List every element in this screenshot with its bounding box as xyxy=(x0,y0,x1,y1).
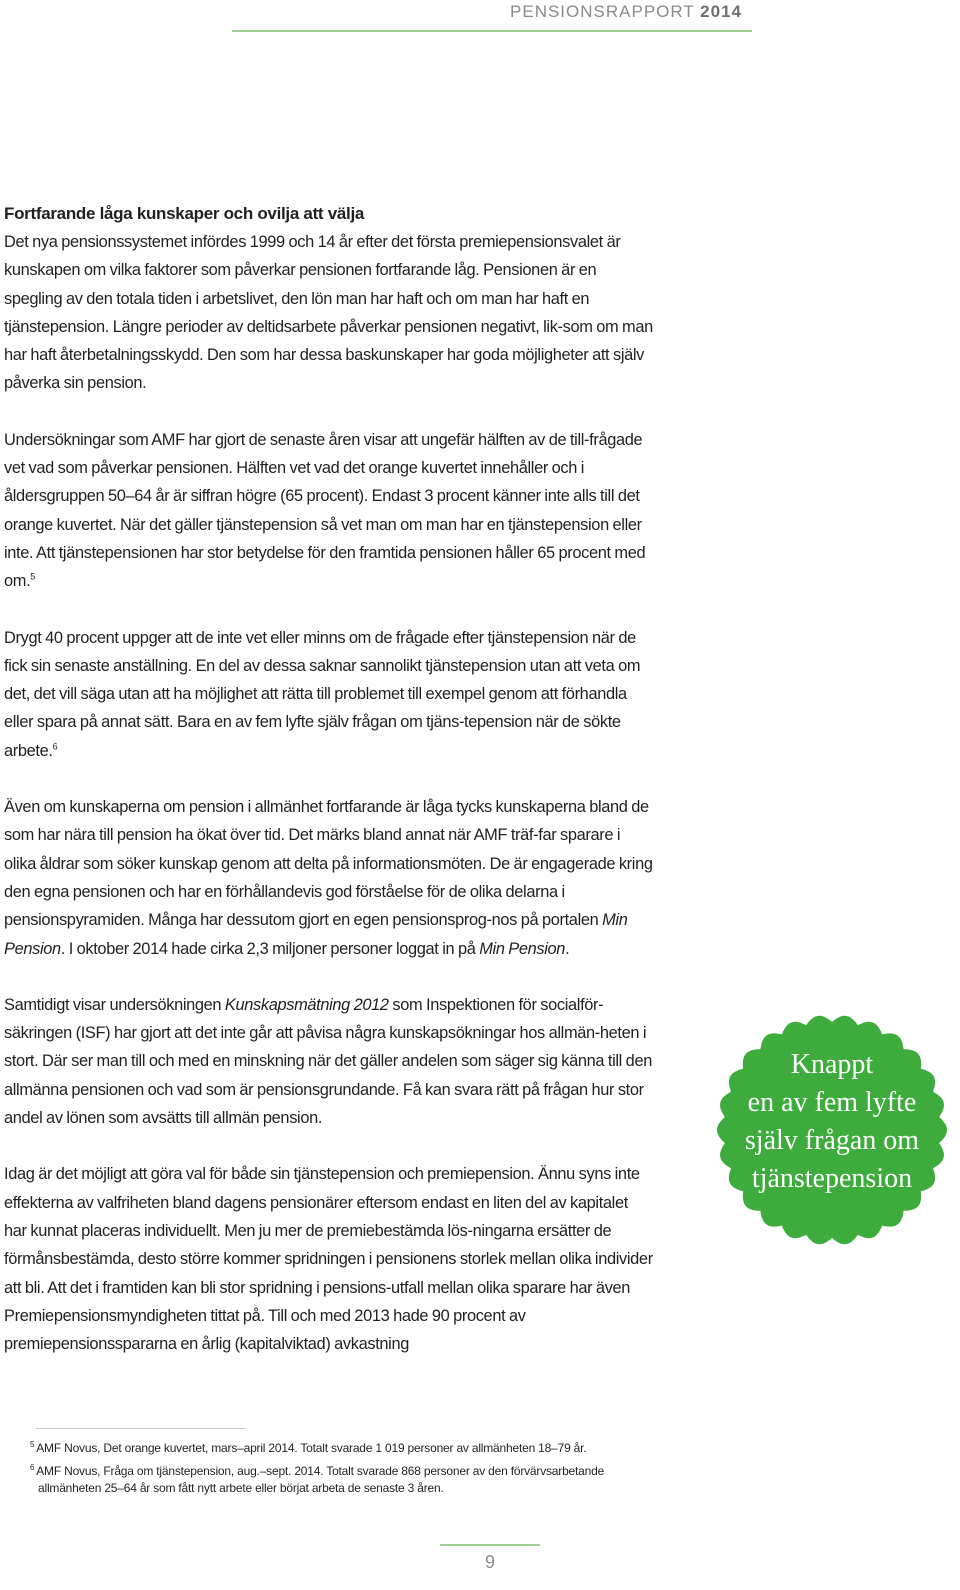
footnote-5-text: AMF Novus, Det orange kuvertet, mars–april 2014. Totalt svarade 1 019 personer av allmänheten 18–79 år. xyxy=(36,1441,587,1455)
paragraph-1: Det nya pensionssystemet infördes 1999 och 14 år efter det första premiepensionsvalet är kunskapen om vilka faktorer som påverkar pensionen fortfarande låg. Pensionen är en spegling av den totala tiden i arbetslivet, den lön man har haft och om man har haft en tjänstepension. Längre perioder av deltidsarbete påverkar pensionen negativt, lik-som om man har haft återbetalningsskydd. Den som har dessa baskunskaper har goda möjligheter att själv påverka sin pension. xyxy=(4,233,653,393)
footnote-6 xyxy=(30,1459,700,1497)
callout-line-1: Knappt xyxy=(790,1049,874,1080)
paragraph-5-text-b: som Inspektionen för socialför-säkringen (ISF) har gjort att det inte går att påvisa några kunskapsökningar hos allmän-heten i stort. Där ser man till och med en minskning när det gäller andelen som säger sig känna till den allmänna pensionen och vad som är pensionsgrundande. Få kan svara rätt på frågan hur stor andel av lönen som avsätts till allmän pension. xyxy=(4,995,652,1128)
paragraph-2-text: Undersökningar som AMF har gjort de senaste åren visar att ungefär hälften av de till-frågade vet vad som påverkar pensionen. Hälften vet vad det orange kuvertet innehåller och i åldersgruppen 50–64 år är siffran högre (65 procent). Endast 3 procent känner inte alls till det orange kuvertet. När det gäller tjänstepension så vet man om man har en tjänstepension eller inte. Att tjänstepensionen har stor betydelse för den framtida pensionen håller 65 procent med om. xyxy=(4,430,646,591)
paragraph-3-text: Drygt 40 procent uppger att de inte vet eller minns om de frågade efter tjänstepension när de fick sin senaste anställning. En del av dessa saknar sannolikt tjänstepension utan att veta om det, det vill säga utan att ha möjlighet att rätta till problemet till exempel genom att förhandla eller spara på annat sätt. Bara en av fem lyfte själv frågan om tjäns-tepension när de sökte arbete. xyxy=(4,628,641,760)
running-header xyxy=(510,2,742,22)
paragraph-4-em-1: Min Pension xyxy=(4,911,628,958)
callout-line-3: själv frågan om xyxy=(744,1125,920,1156)
paragraph-3 xyxy=(4,624,654,765)
footnote-5 xyxy=(30,1436,700,1457)
footnote-6-number: 6 xyxy=(30,1463,35,1472)
paragraph-2 xyxy=(4,426,654,596)
footnote-6-continued: allmänheten 25–64 år som fått nytt arbete eller börjat arbeta de senaste 3 åren. xyxy=(38,1481,444,1495)
paragraph-4 xyxy=(4,793,654,963)
footnote-rule xyxy=(36,1428,246,1429)
paragraph-4-text-c: . xyxy=(565,939,570,958)
callout-text xyxy=(714,1046,950,1198)
header-rule xyxy=(232,30,752,32)
footnote-6-text: AMF Novus, Fråga om tjänstepension, aug.–sept. 2014. Totalt svarade 868 personer av den förvärvsarbetande xyxy=(36,1464,605,1478)
paragraph-6: Idag är det möjligt att göra val för både sin tjänstepension och premiepension. Ännu syns inte effekterna av valfriheten bland dagens pensionärer eftersom endast en liten del av kapitalet har kunnat placeras individuellt. Men ju mer de premiebestämda lös-ningarna ersätter de förmånsbestämda, desto större kommer spridningen i pensionens storlek mellan olika individer att bli. Att det i framtiden kan bli stor spridning i pensions-utfall mellan olika sparare har även Premiepensionsmyndigheten tittat på. Till och med 2013 hade 90 procent av premiepensionsspararna en årlig (kapitalviktad) avkastning xyxy=(4,1165,653,1354)
section-heading: Fortfarande låga kunskaper och ovilja att välja xyxy=(4,204,365,223)
callout-line-4: tjänstepension xyxy=(751,1163,913,1194)
footnote-ref-6: 6 xyxy=(52,741,58,752)
paragraph-4-text-a: Även om kunskaperna om pension i allmänhet fortfarande är låga tycks kunskaperna bland de som har nära till pension ha ökat över tid. Det märks bland annat när AMF träf-far sparare i olika åldrar som söker kunskap genom att delta på informationsmöten. De är engagerade kring den egna pensionen och har en förhållandevis god förståelse för de olika delarna i pensionspyramiden. Många har dessutom gjort en egen pensionsprog-nos på portalen xyxy=(4,798,653,930)
paragraph-5 xyxy=(4,991,654,1132)
paragraph-5-em: Kunskapsmätning 2012 xyxy=(224,995,389,1014)
page-number-rule xyxy=(440,1544,540,1546)
header-year: 2014 xyxy=(700,2,742,21)
footnote-5-number: 5 xyxy=(30,1440,35,1449)
header-title: PENSIONSRAPPORT xyxy=(510,2,695,21)
page-number: 9 xyxy=(484,1552,495,1572)
footnote-ref-5: 5 xyxy=(30,571,35,582)
paragraph-5-text-a: Samtidigt visar undersökningen xyxy=(4,995,225,1014)
paragraph-4-em-2: Min Pension xyxy=(479,939,566,958)
callout-line-2: en av fem lyfte xyxy=(747,1087,917,1118)
footnotes xyxy=(30,1436,700,1499)
article-body xyxy=(4,200,654,1386)
paragraph-4-text-b: . I oktober 2014 hade cirka 2,3 miljoner personer loggat in på xyxy=(60,939,480,958)
